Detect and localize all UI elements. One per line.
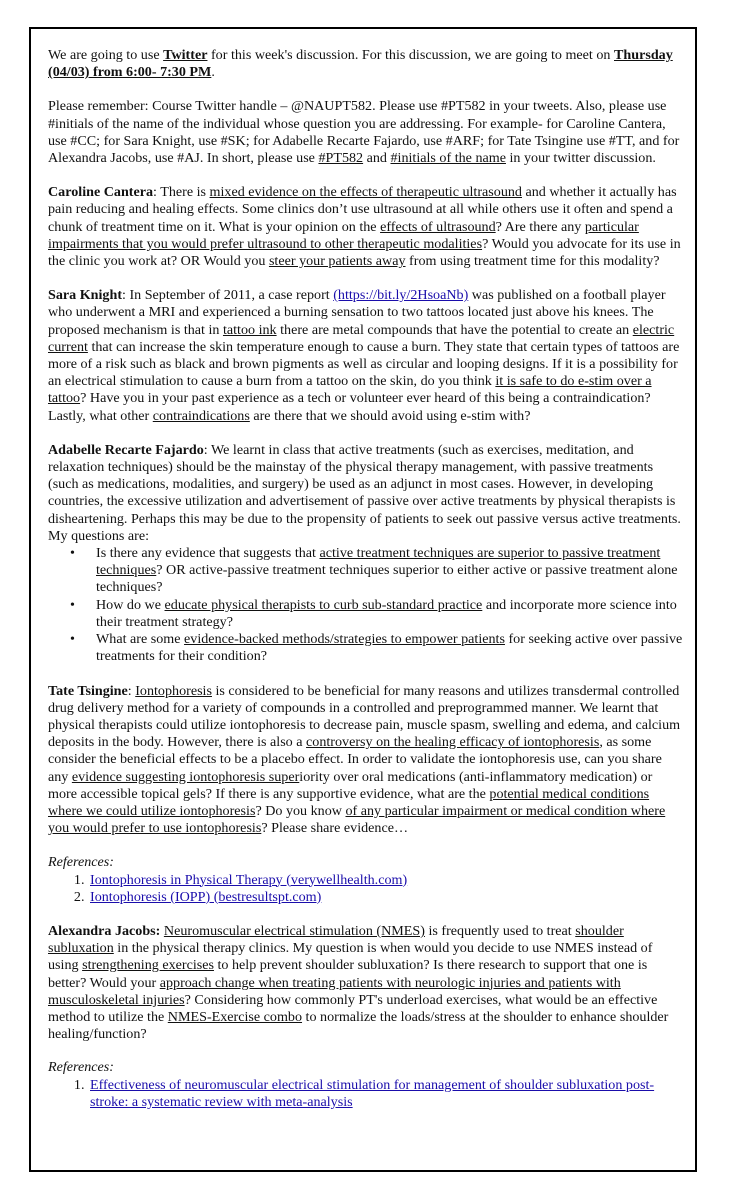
author-name: Caroline Cantera: [48, 184, 154, 201]
intro-text: .: [211, 64, 215, 81]
key-phrase: mixed evidence on the effects of therapeutic ultrasound: [209, 184, 522, 201]
references-heading: References:: [48, 1059, 114, 1076]
question-text: ? Please share evidence…: [261, 820, 409, 837]
reference-item: [88, 872, 684, 889]
key-phrase: approach change when treating patients with neurologic injuries and patients with musculoskeletal injuries: [48, 974, 621, 1008]
reference-item: [88, 1077, 684, 1111]
question-sara: [48, 287, 684, 425]
question-alexandra: [48, 923, 684, 1043]
meeting-time: Thursday (04/03) from 6:00- 7:30 PM: [48, 47, 673, 81]
question-text: Is there any evidence that suggests that: [96, 545, 320, 562]
reference-link[interactable]: Iontophoresis in Physical Therapy (verywellhealth.com): [90, 871, 408, 888]
key-phrase: it is safe to do e-stim over a tattoo: [48, 373, 652, 407]
question-text: is considered to be beneficial for many reasons and utilizes transdermal controlled drug delivery method for a variety of compounds in a controlled and preprogrammed manner. We learnt that physical therapists could utilize iontophoresis to decrease pain, muscle spasm, swelling and edema, and calcium deposits in the body. However, there is also a: [48, 682, 681, 751]
question-text: ? Are there any: [495, 218, 585, 235]
key-phrase: Neuromuscular electrical stimulation (NMES): [163, 922, 425, 939]
question-text: that can increase the skin temperature enough to cause a burn. They state that certain types of tattoos are more of a risk such as black and brown pigments as well as circular and looping designs. If it is a possibility for an electrical stimulation to cause a burn from a tattoo on the skin, do you think: [48, 338, 680, 390]
references-heading: References:: [48, 854, 114, 871]
key-phrase: evidence-backed methods/strategies to empower patients: [184, 631, 505, 648]
intro-text: We are going to use: [48, 47, 164, 63]
question-tate: [48, 683, 684, 838]
list-item: [96, 631, 684, 665]
question-text: to help prevent shoulder subluxation? Is there research to support that one is better? Would your: [48, 957, 648, 991]
list-item: [96, 597, 684, 631]
key-phrase: electric current: [48, 321, 675, 355]
question-text: to normalize the loads/stress at the shoulder to enhance shoulder healing/function?: [48, 1008, 669, 1043]
question-text: ? Would you advocate for its use in the clinic you work at? OR Would you: [48, 235, 681, 270]
list-item: [96, 545, 684, 597]
question-text: : In September of 2011, a case report: [122, 287, 334, 304]
key-phrase: effects of ultrasound: [380, 218, 496, 235]
key-phrase: tattoo ink: [222, 321, 277, 338]
hashtag-pt582: #PT582: [318, 150, 364, 167]
key-phrase: educate physical therapists to curb sub-standard practice: [164, 596, 483, 613]
reference-link[interactable]: Iontophoresis (IOPP) (bestresultspt.com): [90, 888, 322, 905]
twitter-emphasis: Twitter: [163, 47, 208, 63]
question-text: is frequently used to treat: [424, 922, 576, 939]
key-phrase: potential medical conditions where we could utilize iontophoresis: [48, 785, 650, 819]
key-phrase: evidence suggesting iontophoresis super: [71, 768, 300, 785]
question-text: iority over oral medications (anti-inflammatory medication) or more accessible topical gels? If there is any supportive evidence, what are the: [48, 768, 653, 802]
reminder-text: in your twitter discussion.: [505, 150, 656, 167]
reminder-text: Please remember: Course Twitter handle – @NAUPT582. Please use #PT582 in your tweets. Also, please use #initials of the name of the individual whose question you are addressing. For example- for Caroline Cantera, use #CC; for Sara Knight, use #SK; for Adabelle Recarte Fajardo, use #ARF; for Tate Tsingine use #TT, and for Alexandra Jacobs, use #AJ. In short, please use: [48, 98, 680, 167]
reminder-text: and: [363, 150, 391, 167]
key-phrase: of any particular impairment or medical condition where you would prefer to use iontophoresis: [48, 802, 666, 837]
reference-item: [88, 889, 684, 906]
key-phrase: controversy on the healing efficacy of iontophoresis: [306, 734, 600, 751]
key-phrase: shoulder subluxation: [48, 922, 624, 957]
question-text: from using treatment time for this modality?: [405, 253, 660, 270]
intro-text: for this week's discussion. For this discussion, we are going to meet on: [207, 47, 614, 63]
question-text: ? Do you know: [255, 802, 346, 819]
question-text: there are metal compounds that have the potential to create an: [276, 321, 633, 338]
reference-link[interactable]: Effectiveness of neuromuscular electrical stimulation for management of shoulder subluxation post-stroke: a systematic review with meta-analysis: [90, 1076, 655, 1110]
question-text: : We learnt in class that active treatments (such as exercises, meditation, and relaxation techniques) should be the mainstay of the physical therapy management, with passive treatments (such as medications, modalities, and surgery) be used as an adjunct in most cases. However, in developing countries, the excessive utilization and advertisement of passive over active treatments by physical therapists is disheartening. Perhaps this may be due to the propensity of patients to seek out passive versus active treatments. My questions are:: [48, 441, 681, 544]
question-text: ? OR active-passive treatment techniques superior to either active or passive treatment alone techniques?: [96, 562, 678, 596]
author-name: Sara Knight: [48, 287, 123, 304]
author-name: Tate Tsingine: [48, 682, 128, 699]
question-text: was published on a football player who underwent a MRI and experienced a burning sensation to two tattoos located just above his knees. The proposed mechanism is that in: [48, 287, 666, 338]
question-text: and whether it actually has pain reducing and healing effects. Some clinics don’t use ultrasound at all while others use it often and spend a chunk of treatment time on it. What is your opinion on the: [48, 184, 677, 235]
document-body: [48, 47, 684, 1128]
question-text: : There is: [153, 184, 210, 201]
question-caroline: [48, 184, 684, 270]
key-phrase: contraindications: [152, 407, 250, 424]
intro-paragraph: [48, 47, 684, 81]
question-text: ? Considering how commonly PT's underload exercises, what would be an effective method to utilize the: [48, 991, 658, 1025]
question-text: are there that we should avoid using e-stim with?: [249, 407, 531, 424]
references-list: [48, 1077, 684, 1111]
question-text: , as some consider the beneficial effects to be a placebo effect. In order to validate the iontophoresis use, can you share any: [48, 734, 662, 785]
question-text: How do we: [96, 596, 165, 613]
author-name: Alexandra Jacobs:: [48, 922, 161, 939]
key-phrase: Iontophoresis: [135, 682, 212, 699]
question-text: ? Have you in your past experience as a tech or volunteer ever heard of this being a contraindication? Lastly, what other: [48, 390, 651, 424]
question-adabelle: [48, 442, 684, 545]
question-text: for seeking active over passive treatments for their condition?: [96, 631, 683, 665]
case-report-link[interactable]: (https://bit.ly/2HsoaNb): [333, 287, 469, 304]
key-phrase: NMES-Exercise combo: [167, 1008, 303, 1025]
reminder-paragraph: [48, 98, 684, 167]
hashtag-initials: #initials of the name: [390, 150, 506, 167]
author-name: Adabelle Recarte Fajardo: [48, 441, 204, 458]
question-text: in the physical therapy clinics. My question is when would you decide to use NMES instead of using: [48, 940, 653, 974]
key-phrase: active treatment techniques are superior to passive treatment techniques: [96, 545, 661, 579]
key-phrase: particular impairments that you would prefer ultrasound to other therapeutic modalities: [48, 218, 639, 252]
key-phrase: strengthening exercises: [82, 957, 214, 974]
key-phrase: steer your patients away: [268, 253, 406, 270]
question-text: and incorporate more science into their treatment strategy?: [96, 596, 677, 630]
question-text: What are some: [96, 631, 185, 648]
question-text: :: [127, 682, 136, 699]
references-list: [48, 872, 684, 906]
question-list: [48, 545, 684, 665]
